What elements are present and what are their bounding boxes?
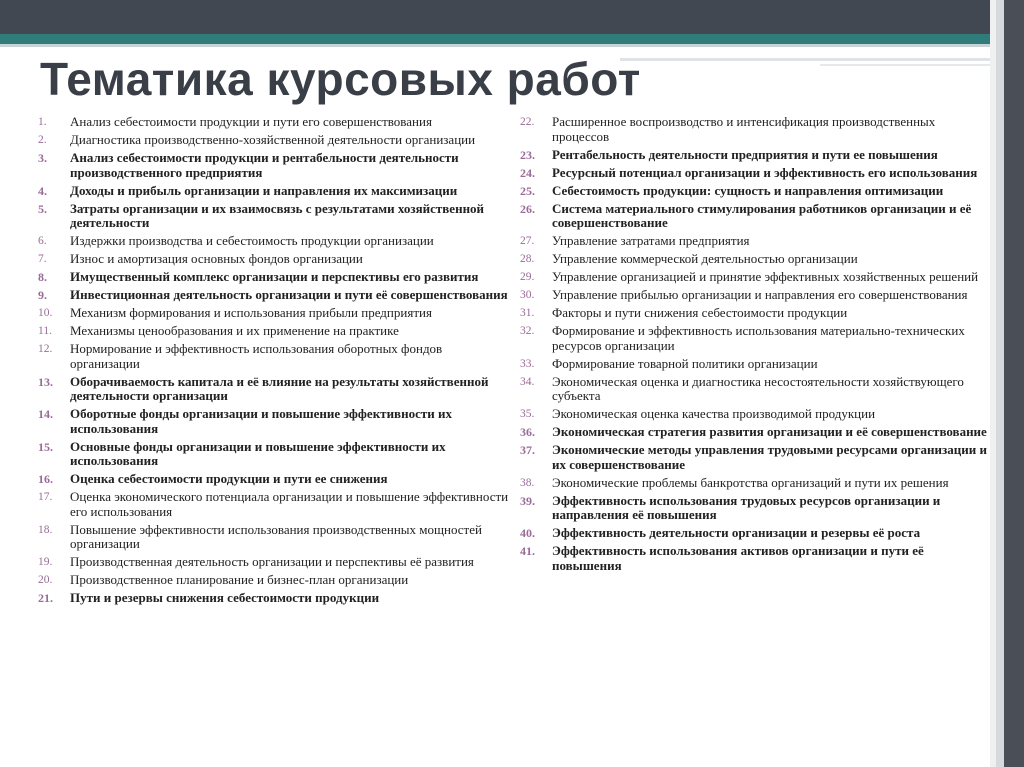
decorative-line: [820, 64, 990, 66]
item-text: Система материального стимулирования работников организации и её совершенствование: [552, 200, 972, 231]
list-item: [520, 202, 990, 231]
item-number: 20.: [38, 574, 53, 587]
right-edge-bar: [1004, 0, 1024, 767]
item-number: 3.: [38, 150, 47, 165]
list-item: [520, 184, 990, 199]
item-number: 15.: [38, 439, 53, 454]
item-number: 23.: [520, 147, 535, 162]
item-number: 19.: [38, 556, 53, 569]
item-number: 35.: [520, 408, 535, 421]
item-text: Доходы и прибыль организации и направления их максимизации: [70, 182, 458, 198]
item-text: Пути и резервы снижения себестоимости продукции: [70, 590, 380, 606]
decorative-line: [620, 58, 990, 61]
item-text: Производственная деятельность организации и перспективы её развития: [70, 554, 474, 570]
item-text: Инвестиционная деятельность организации и пути её совершенствования: [70, 287, 508, 303]
item-text: Затраты организации и их взаимосвязь с результатами хозяйственной деятельности: [70, 200, 485, 231]
item-number: 24.: [520, 165, 535, 180]
item-number: 26.: [520, 201, 535, 216]
item-text: Оценка экономического потенциала организации и повышение эффективности его использования: [70, 489, 509, 519]
list-item: [520, 443, 990, 472]
item-text: Диагностика производственно-хозяйственной деятельности организации: [70, 131, 476, 147]
list-item: [38, 591, 513, 606]
list-item: [38, 440, 513, 469]
item-number: 33.: [520, 357, 535, 370]
list-item: [520, 270, 990, 285]
right-edge-decor: [996, 0, 1004, 767]
accent-line: [0, 44, 1024, 47]
list-item: [38, 573, 513, 588]
list-item: [38, 342, 513, 371]
list-item: [38, 555, 513, 570]
item-text: Формирование товарной политики организации: [552, 355, 818, 371]
list-item: [520, 288, 990, 303]
topics-list-right: [520, 115, 990, 577]
item-text: Издержки производства и себестоимость продукции организации: [70, 233, 434, 249]
item-number: 37.: [520, 443, 535, 458]
list-item: [520, 252, 990, 267]
item-number: 22.: [520, 116, 535, 128]
list-item: [38, 288, 513, 303]
item-number: 12.: [38, 343, 53, 356]
item-number: 39.: [520, 493, 535, 508]
item-number: 27.: [520, 235, 535, 248]
item-number: 13.: [38, 374, 53, 389]
item-text: Нормирование и эффективность использования оборотных фондов организации: [70, 341, 443, 371]
list-item: [520, 306, 990, 321]
list-item: [38, 115, 513, 130]
list-item: [520, 476, 990, 491]
item-number: 17.: [38, 491, 53, 504]
item-number: 25.: [520, 183, 535, 198]
list-item: [520, 526, 990, 541]
item-text: Расширенное воспроизводство и интенсификация производственных процессов: [552, 114, 936, 144]
item-number: 21.: [38, 591, 53, 606]
item-number: 31.: [520, 307, 535, 320]
item-text: Оборотные фонды организации и повышение эффективности их использования: [70, 406, 452, 436]
item-text: Повышение эффективности использования производственных мощностей организации: [70, 521, 482, 552]
item-number: 18.: [38, 523, 53, 536]
item-number: 29.: [520, 271, 535, 284]
item-text: Экономическая оценка качества производимой продукции: [552, 406, 876, 422]
item-number: 9.: [38, 288, 47, 303]
item-number: 2.: [38, 133, 47, 146]
item-text: Производственное планирование и бизнес-план организации: [70, 572, 409, 588]
item-text: Экономическая стратегия развития организации и её совершенствование: [552, 424, 987, 440]
item-text: Анализ себестоимости продукции и пути его совершенствования: [70, 114, 432, 129]
list-item: [38, 490, 513, 519]
item-text: Эффективность деятельности организации и резервы её роста: [552, 525, 921, 541]
item-number: 8.: [38, 270, 47, 285]
item-number: 30.: [520, 289, 535, 302]
topics-list-left: [38, 115, 513, 609]
item-number: 5.: [38, 201, 47, 216]
item-number: 38.: [520, 476, 535, 489]
list-item: [520, 324, 990, 353]
item-text: Оценка себестоимости продукции и пути ее снижения: [70, 471, 388, 487]
list-item: [38, 133, 513, 148]
accent-stripe: [0, 34, 1024, 44]
list-item: [38, 375, 513, 404]
list-item: [38, 472, 513, 487]
item-text: Ресурсный потенциал организации и эффективность его использования: [552, 164, 978, 180]
item-number: 36.: [520, 425, 535, 440]
list-item: [520, 494, 990, 523]
list-item: [520, 115, 990, 144]
item-number: 28.: [520, 253, 535, 266]
list-item: [520, 425, 990, 440]
item-text: Износ и амортизация основных фондов организации: [70, 251, 363, 267]
list-item: [38, 270, 513, 285]
item-text: Экономическая оценка и диагностика несостоятельности хозяйствующего субъекта: [552, 373, 964, 404]
item-text: Управление организацией и принятие эффективных хозяйственных решений: [552, 269, 979, 285]
item-text: Рентабельность деятельности предприятия и пути ее повышения: [552, 146, 938, 162]
item-text: Эффективность использования трудовых ресурсов организации и направления её повышения: [552, 492, 941, 523]
item-text: Факторы и пути снижения себестоимости продукции: [552, 305, 848, 321]
item-text: Себестоимость продукции: сущность и направления оптимизации: [552, 182, 944, 198]
item-text: Анализ себестоимости продукции и рентабельности деятельности производственного предприятия: [70, 149, 459, 180]
item-number: 4.: [38, 183, 47, 198]
item-number: 7.: [38, 253, 47, 266]
list-item: [38, 252, 513, 267]
list-item: [38, 234, 513, 249]
item-text: Имущественный комплекс организации и перспективы его развития: [70, 269, 479, 285]
list-item: [38, 151, 513, 180]
item-text: Механизм формирования и использования прибыли предприятия: [70, 305, 432, 321]
item-number: 10.: [38, 307, 53, 320]
item-number: 40.: [520, 526, 535, 541]
list-item: [38, 202, 513, 231]
item-number: 14.: [38, 407, 53, 422]
item-text: Экономические методы управления трудовыми ресурсами организации и их совершенствование: [552, 442, 987, 472]
page-title: Тематика курсовых работ: [40, 53, 641, 105]
item-number: 6.: [38, 235, 47, 248]
item-number: 32.: [520, 325, 535, 338]
item-text: Управление затратами предприятия: [552, 233, 750, 249]
item-text: Основные фонды организации и повышение эффективности их использования: [70, 438, 446, 469]
item-number: 11.: [38, 325, 52, 338]
item-text: Механизмы ценообразования и их применение на практике: [70, 323, 399, 339]
list-item: [520, 357, 990, 372]
item-text: Управление коммерческой деятельностью организации: [552, 251, 858, 267]
item-text: Эффективность использования активов организации и пути её повышения: [552, 543, 924, 573]
list-item: [38, 523, 513, 552]
item-text: Оборачиваемость капитала и её влияние на результаты хозяйственной деятельности организации: [70, 373, 489, 404]
list-item: [520, 234, 990, 249]
list-item: [520, 544, 990, 573]
list-item: [520, 375, 990, 404]
item-number: 34.: [520, 375, 535, 388]
list-item: [38, 184, 513, 199]
list-item: [38, 407, 513, 436]
header-bar: [0, 0, 1024, 34]
list-item: [38, 324, 513, 339]
item-number: 16.: [38, 472, 53, 487]
item-number: 41.: [520, 544, 535, 559]
list-item: [520, 166, 990, 181]
list-item: [38, 306, 513, 321]
list-item: [520, 407, 990, 422]
item-text: Экономические проблемы банкротства организаций и пути их решения: [552, 474, 949, 490]
item-text: Управление прибылью организации и направления его совершенствования: [552, 287, 968, 303]
item-text: Формирование и эффективность использования материально-технических ресурсов организации: [552, 323, 965, 353]
list-item: [520, 148, 990, 163]
item-number: 1.: [38, 116, 47, 128]
